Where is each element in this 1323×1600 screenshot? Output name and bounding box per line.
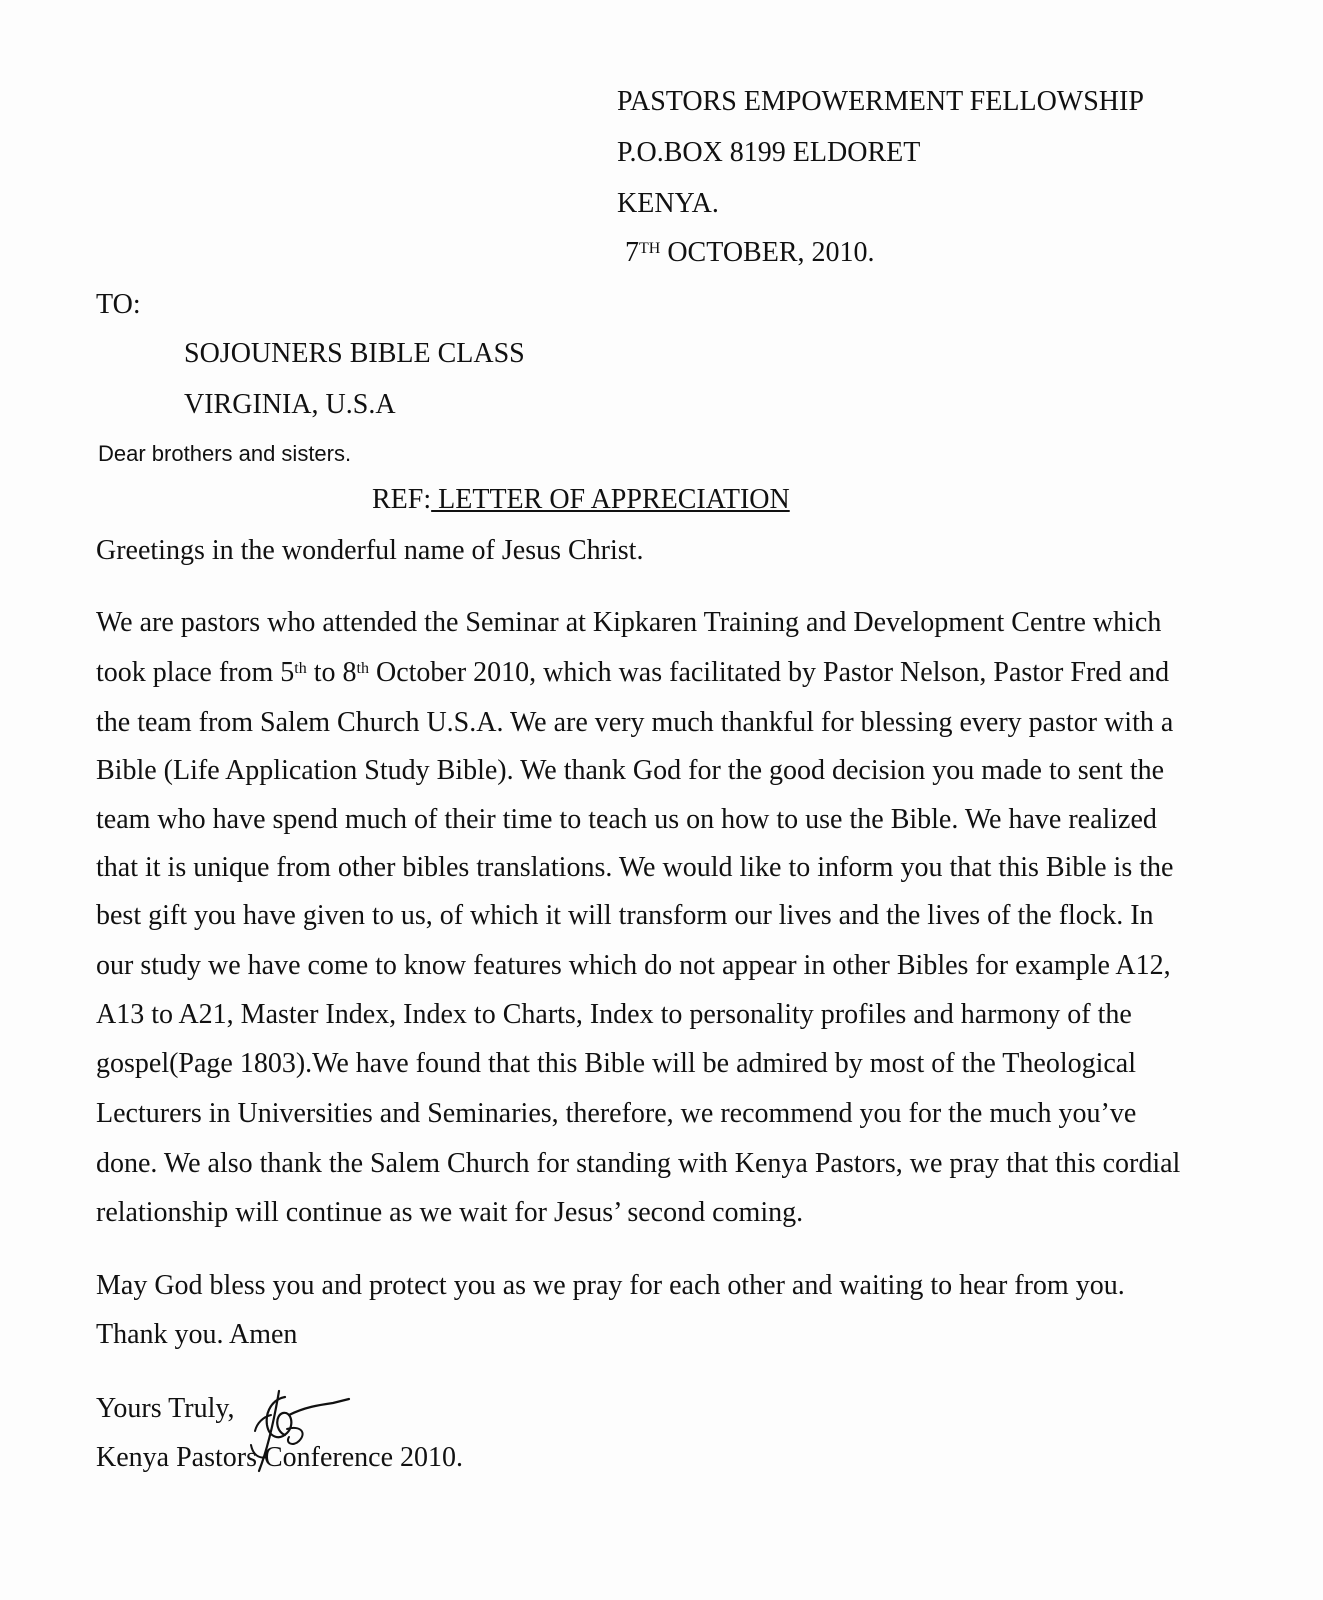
body-line: our study we have come to know features which do not appear in other Bibles for example A12, [96, 950, 1171, 981]
reference-line [372, 482, 790, 518]
body-text: October 2010, which was facilitated by Pastor Nelson, Pastor Fred and [368, 657, 1170, 688]
ordinal-suffix: th [294, 660, 307, 677]
body-line: done. We also thank the Salem Church for standing with Kenya Pastors, we pray that this cordial [96, 1148, 1181, 1179]
sender-org: PASTORS EMPOWERMENT FELLOWSHIP [617, 86, 1144, 117]
signatory: Kenya Pastors Conference 2010. [96, 1442, 464, 1473]
body-line: relationship will continue as we wait for Jesus’ second coming. [96, 1197, 804, 1228]
recipient-name: SOJOUNERS BIBLE CLASS [184, 338, 525, 369]
recipient-location: VIRGINIA, U.S.A [184, 389, 396, 420]
greeting: Greetings in the wonderful name of Jesus Christ. [96, 535, 644, 566]
body-line: best gift you have given to us, of which it will transform our lives and the lives of the flock. In [96, 900, 1154, 931]
salutation: Dear brothers and sisters. [98, 441, 352, 466]
handwritten-signature [245, 1385, 355, 1480]
sign-off: Yours Truly, [96, 1393, 235, 1424]
body-line: the team from Salem Church U.S.A. We are very much thankful for blessing every pastor with a [96, 707, 1174, 738]
blessing-line: May God bless you and protect you as we pray for each other and waiting to hear from you. [96, 1270, 1125, 1301]
body-line: We are pastors who attended the Seminar at Kipkaren Training and Development Centre which [96, 607, 1162, 638]
date-rest: OCTOBER, 2010. [660, 237, 875, 268]
body-text: took place from 5 [96, 657, 295, 688]
sender-po-box: P.O.BOX 8199 ELDORET [617, 137, 921, 168]
body-line: team who have spend much of their time to teach us on how to use the Bible. We have realized [96, 804, 1157, 835]
date-suffix: TH [639, 240, 661, 257]
body-line: that it is unique from other bibles translations. We would like to inform you that this Bible is the [96, 852, 1174, 883]
ref-label: REF: [372, 484, 432, 515]
ordinal-suffix: th [356, 660, 369, 677]
sender-country: KENYA. [617, 188, 719, 219]
body-line [96, 655, 1169, 691]
thanks-line: Thank you. Amen [96, 1319, 298, 1350]
body-line: Lecturers in Universities and Seminaries, therefore, we recommend you for the much you’ve [96, 1098, 1137, 1129]
body-text: to 8 [306, 657, 357, 688]
body-line: Bible (Life Application Study Bible). We thank God for the good decision you made to sent the [96, 755, 1165, 786]
to-label: TO: [96, 289, 141, 320]
body-line: gospel(Page 1803).We have found that this Bible will be admired by most of the Theological [96, 1048, 1137, 1079]
letter-date [625, 235, 875, 271]
date-day: 7 [625, 237, 639, 268]
body-line: A13 to A21, Master Index, Index to Charts, Index to personality profiles and harmony of the [96, 999, 1132, 1030]
ref-title: LETTER OF APPRECIATION [431, 484, 790, 515]
